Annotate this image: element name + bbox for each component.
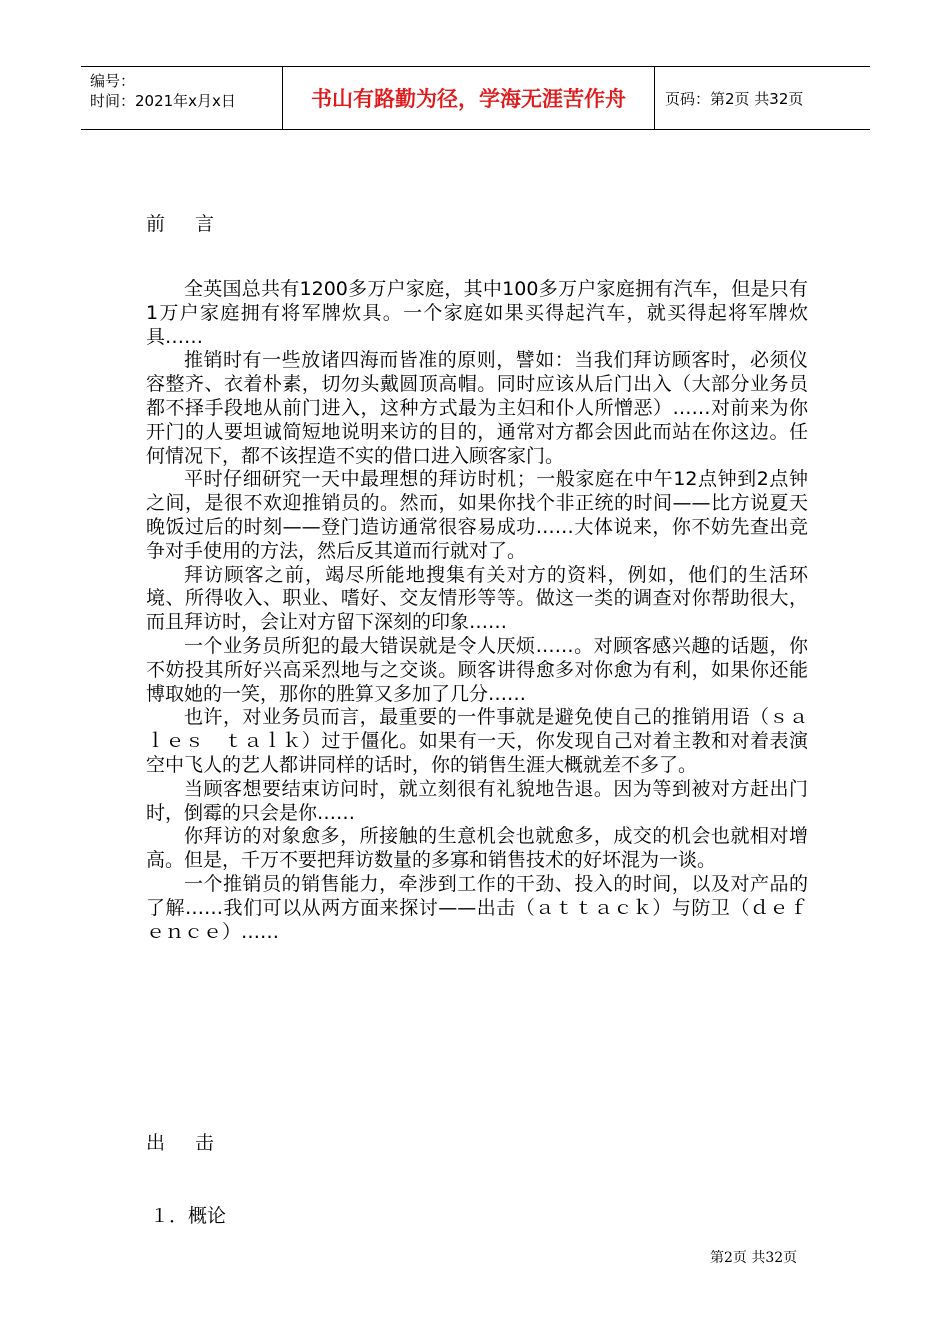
header-page-code: 页码：第2页 共32页 [665,89,804,108]
page-header [81,66,870,130]
paragraph: 当顾客想要结束访问时，就立刻很有礼貌地告退。因为等到被对方赶出门时，倒霉的只会是你…… [146,777,808,824]
preface-title: 前 言 [146,213,227,235]
attack-title: 出 击 [146,1132,227,1154]
paragraph: 你拜访的对象愈多，所接触的生意机会也就愈多，成交的机会也就相对增高。但是，千万不要把拜访数量的多寡和销售技术的好坏混为一谈。 [146,825,808,872]
page-footer: 第2页 共32页 [710,1250,798,1266]
paragraph: 全英国总共有1200多万户家庭，其中100多万户家庭拥有汽车，但是只有1万户家庭拥有将军牌炊具。一个家庭如果买得起汽车，就买得起将军牌炊具…… [146,278,808,348]
code-label: 编号： [90,72,136,90]
header-motto: 书山有路勤为径，学海无涯苦作舟 [283,67,655,129]
paragraph: 也许，对业务员而言，最重要的一件事就是避免使自己的推销用语（ｓａｌｅｓ ｔａｌｋ）过于僵化。如果有一天，你发现自己对着主教和对着表演空中飞人的艺人都讲同样的话时，你的销售生涯大概就差不多了。 [146,706,808,776]
body-text [146,278,808,944]
header-left-cell [81,67,283,129]
paragraph: 一个推销员的销售能力，牵涉到工作的干劲、投入的时间，以及对产品的了解……我们可以从两方面来探讨——出击（ａｔｔａｃｋ）与防卫（ｄｅｆｅｎｃｅ）…… [146,872,808,943]
paragraph: 一个业务员所犯的最大错误就是令人厌烦……。对顾客感兴趣的话题，你不妨投其所好兴高采烈地与之交谈。顾客讲得愈多对你愈为有利，如果你还能博取她的一笑，那你的胜算又多加了几分…… [146,634,808,705]
time-label: 时间：2021年x月x日 [90,92,236,110]
paragraph: 推销时有一些放诸四海而皆准的原则，譬如：当我们拜访顾客时，必须仪容整齐、衣着朴素，切勿头戴圆顶高帽。同时应该从后门出入（大部分业务员都不择手段地从前门进入，这种方式最为主妇和仆人所憎恶）……对前来为你开门的人要坦诚简短地说明来访的目的，通常对方都会因此而站在你这边。任何情况下，都不该捏造不实的借口进入顾客家门。 [146,349,808,467]
paragraph: 平时仔细研究一天中最理想的拜访时机；一般家庭在中午12点钟到2点钟之间，是很不欢迎推销员的。然而，如果你找个非正统的时间——比方说夏天晚饭过后的时刻——登门造访通常很容易成功……大体说来，你不妨先查出竞争对手使用的方法，然后反其道而行就对了。 [146,468,808,562]
subsection-heading: １．概论 [150,1205,227,1227]
paragraph: 拜访顾客之前，竭尽所能地搜集有关对方的资料，例如，他们的生活环境、所得收入、职业、嗜好、交友情形等等。做这一类的调查对你帮助很大，而且拜访时，会让对方留下深刻的印象…… [146,563,808,634]
